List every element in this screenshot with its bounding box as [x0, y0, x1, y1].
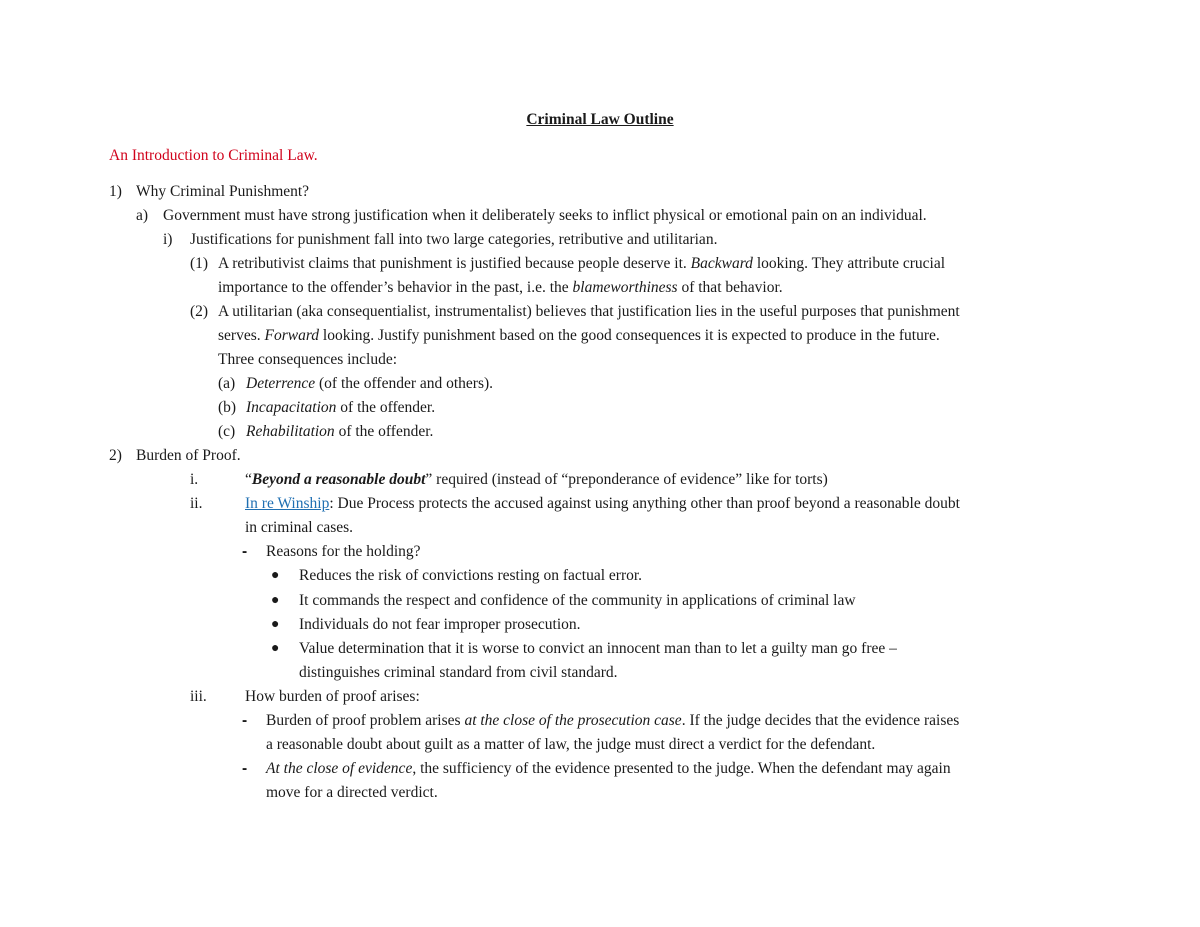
- paragraph-line: How burden of proof arises:: [245, 688, 420, 705]
- bullet-icon: ●: [271, 641, 280, 656]
- bullet-item: Reduces the risk of convictions resting on factual error.: [299, 567, 643, 584]
- emphasis: Incapacitation: [246, 399, 337, 416]
- item-text: Burden of Proof.: [136, 447, 241, 464]
- paragraph-line: “Beyond a reasonable doubt” required (instead of “preponderance of evidence” like for torts): [245, 471, 828, 488]
- item-number: i.: [190, 471, 199, 488]
- paragraph-line: Reasons for the holding?: [266, 543, 421, 560]
- page-title: Criminal Law Outline: [526, 111, 674, 128]
- dash-marker: -: [242, 760, 248, 777]
- dash-marker: -: [242, 543, 248, 560]
- bullet-icon: ●: [271, 593, 280, 608]
- emphasis: Rehabilitation: [246, 423, 335, 440]
- emphasis: blameworthiness: [572, 279, 678, 296]
- dash-marker: -: [242, 712, 248, 729]
- item-number: (b): [218, 399, 237, 416]
- item-number: 2): [109, 447, 122, 464]
- paragraph-line: importance to the offender’s behavior in the past, i.e. the blameworthiness of that behavior.: [218, 279, 783, 296]
- paragraph-line: Three consequences include:: [218, 351, 398, 368]
- paragraph-line: a reasonable doubt about guilt as a matter of law, the judge must direct a verdict for the defendant.: [266, 736, 876, 753]
- item-number: (2): [190, 303, 209, 320]
- bullet-item: Value determination that it is worse to convict an innocent man than to let a guilty man go free –: [299, 640, 897, 657]
- paragraph-line: serves. Forward looking. Justify punishment based on the good consequences it is expected to produce in the future.: [218, 327, 940, 344]
- emphasis: at the close of the prosecution case: [464, 712, 682, 729]
- paragraph-line: in criminal cases.: [245, 519, 354, 536]
- paragraph-line: At the close of evidence, the sufficiency of the evidence presented to the judge. When the defendant may again: [266, 760, 951, 777]
- paragraph-line: move for a directed verdict.: [266, 784, 438, 801]
- emphasis: Backward: [690, 255, 753, 272]
- item-text: Justifications for punishment fall into two large categories, retributive and utilitarian.: [190, 231, 718, 248]
- item-number: i): [163, 231, 173, 248]
- emphasis: Forward: [264, 327, 320, 344]
- item-number: (a): [218, 375, 236, 392]
- paragraph-line: In re Winship: Due Process protects the accused against using anything other than proof beyond a reasonable doubt: [245, 495, 960, 512]
- item-text: Why Criminal Punishment?: [136, 183, 310, 200]
- paragraph-line: Rehabilitation of the offender.: [246, 423, 434, 440]
- item-number: 1): [109, 183, 122, 200]
- paragraph-line: A retributivist claims that punishment is justified because people deserve it. Backward looking. They attribute crucial: [218, 255, 946, 272]
- emphasis: Beyond a reasonable doubt: [251, 471, 426, 488]
- emphasis: Deterrence: [246, 375, 316, 392]
- bullet-icon: ●: [271, 568, 280, 583]
- bullet-item: It commands the respect and confidence of the community in applications of criminal law: [299, 592, 856, 609]
- item-number: iii.: [190, 688, 207, 705]
- item-number: (c): [218, 423, 236, 440]
- bullet-item: Individuals do not fear improper prosecution.: [299, 616, 581, 633]
- bullet-item: distinguishes criminal standard from civil standard.: [299, 664, 618, 681]
- item-number: a): [136, 207, 149, 224]
- item-number: ii.: [190, 495, 203, 512]
- emphasis: At the close of evidence: [266, 760, 413, 777]
- case-link[interactable]: In re Winship: [245, 495, 330, 512]
- item-number: (1): [190, 255, 209, 272]
- paragraph-line: Burden of proof problem arises at the close of the prosecution case. If the judge decides that the evidence raises: [266, 712, 960, 729]
- paragraph-line: Deterrence (of the offender and others).: [246, 375, 494, 392]
- item-text: Government must have strong justification when it deliberately seeks to inflict physical or emotional pain on an individual.: [163, 207, 927, 224]
- bullet-icon: ●: [271, 617, 280, 632]
- paragraph-line: A utilitarian (aka consequentialist, instrumentalist) believes that justification lies in the useful purposes that punishment: [218, 303, 960, 320]
- paragraph-line: Incapacitation of the offender.: [246, 399, 436, 416]
- section-heading: An Introduction to Criminal Law.: [109, 147, 318, 164]
